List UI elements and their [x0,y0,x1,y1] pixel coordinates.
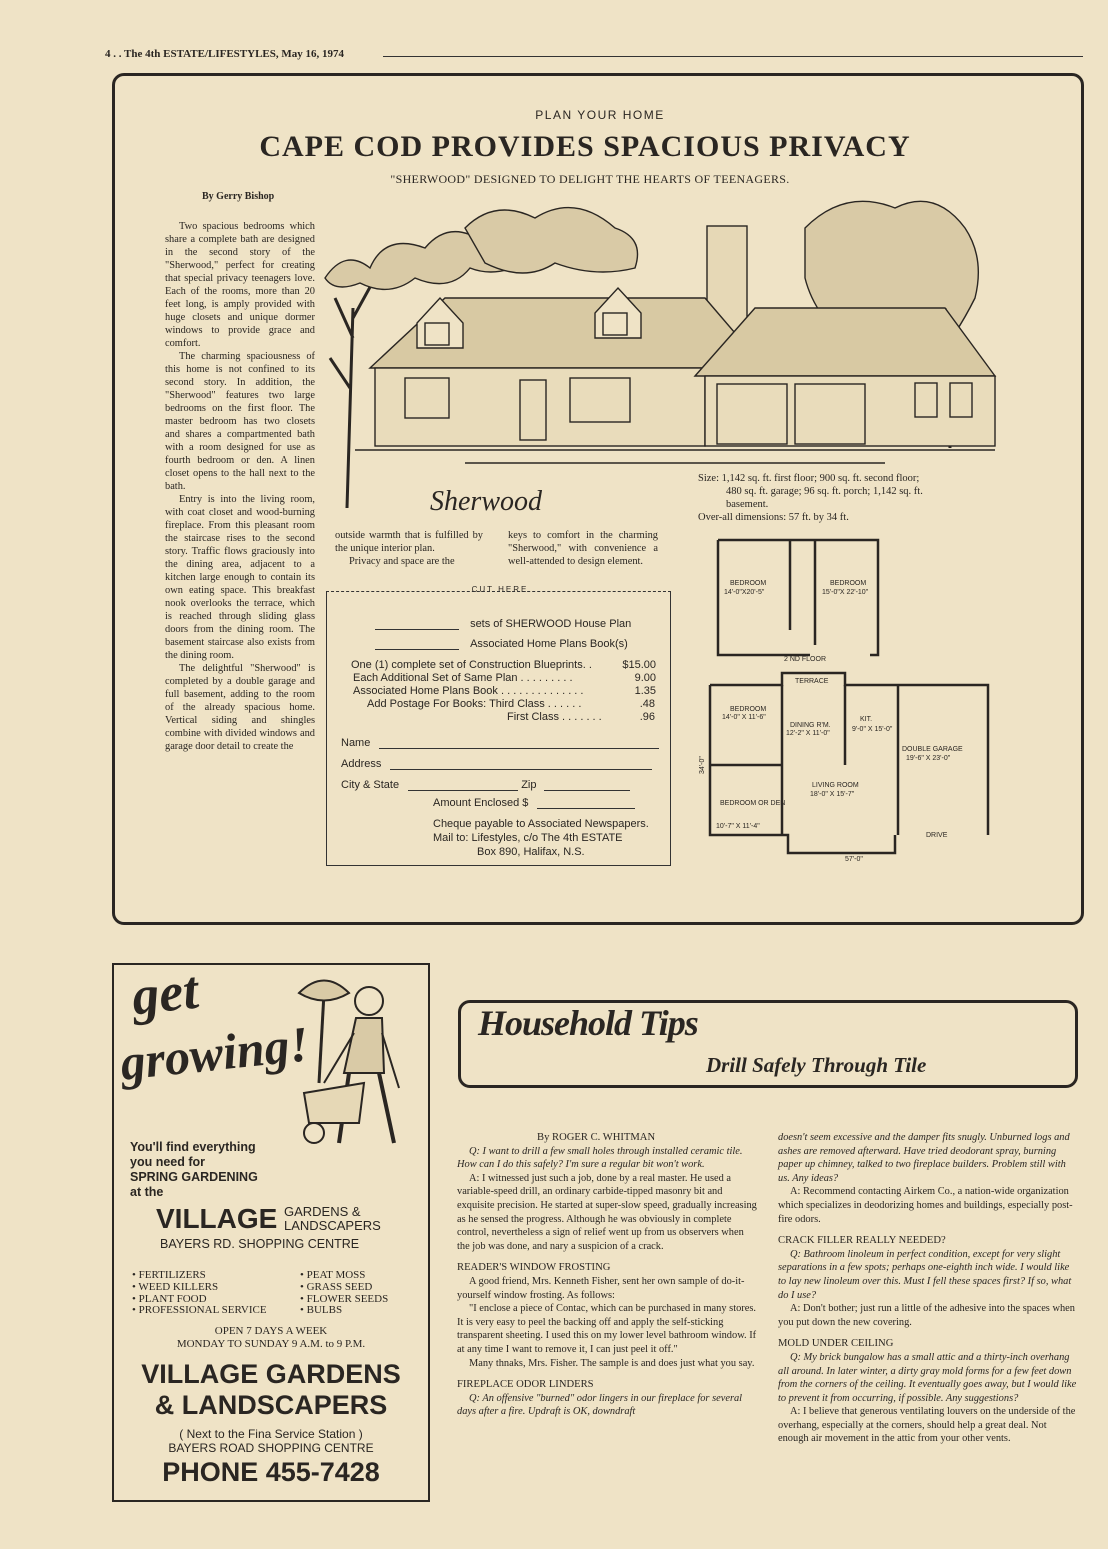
amount-label: Amount Enclosed $ [433,797,529,809]
plan-label: 57'-0" [845,856,863,863]
price-label: One (1) complete set of Construction Blueprints. . [351,659,592,671]
product-item: WEED KILLERS [138,1280,219,1293]
paragraph: Entry is into the living room, with coat closet and wood-burning fireplace. From this pleasant room the staircase rises to the second story. Traffic flows graciously into the dining area, adjacent to a kitchen large enough to contain its own eating space. This breakfast nook overlooks the terrace, which is reached through sliding glass doors from the dining room. The basement staircase also exists from the dining room. [165,494,315,661]
paragraph: Privacy and space are the [349,556,455,567]
plan-label: BEDROOM [730,580,767,587]
coupon-line: Associated Home Plans Book(s) [470,638,628,650]
mail-line: Box 890, Halifax, N.S. [477,846,585,858]
feature-headline: CAPE COD PROVIDES SPACIOUS PRIVACY [259,130,911,163]
ad-name-block [114,1359,428,1421]
gardener-illustration [294,973,424,1153]
product-item: FERTILIZERS [138,1269,206,1281]
tip-heading: MOLD UNDER CEILING [778,1338,894,1350]
ad-name-line: & LANDSCAPERS [154,1390,388,1420]
city-label: City & State [341,779,400,791]
house-name: Sherwood [430,486,542,517]
plan-label: 18'-0" X 15'-7" [810,791,855,798]
plan-label: 2 ND FLOOR [784,656,827,663]
product-item: PEAT MOSS [306,1269,366,1281]
blank-quantity[interactable] [375,649,459,650]
spec-line: basement. [726,499,769,510]
tips-byline: By ROGER C. WHITMAN [537,1132,656,1143]
address-label: Address [341,758,382,770]
plan-label: 14'-0"X20'-5" [724,589,765,596]
price-value: $15.00 [622,659,656,671]
tips-subtitle: Drill Safely Through Tile [706,1053,927,1077]
tip-paragraph: Q: I want to drill a few small holes through installed ceramic tile. How can I do this safely? I'm sure a regular bit won't work. [457,1145,743,1171]
product-item: GRASS SEED [306,1280,373,1293]
price-value: 9.00 [634,672,656,684]
ad-name-line: VILLAGE GARDENS [141,1359,401,1389]
tips-column-1 [457,1131,757,1419]
tip-paragraph: "I enclose a piece of Contac, which can be purchased in many stores. It is very easy to peel the backing off and apply the self-sticking transparent sheeting. I used this on my lower level bathroom window. If at any time I want to remove it, I can just peel it off." [457,1303,757,1355]
tip-heading: READER'S WINDOW FROSTING [457,1262,611,1274]
plan-label: BEDROOM [730,706,767,713]
intro-line: at the [130,1185,164,1199]
ad-address: BAYERS ROAD SHOPPING CENTRE [168,1441,374,1455]
order-coupon [326,591,671,866]
plan-label: 12'-2" X 11'-0" [786,730,830,737]
plan-label: 14'-0" X 11'-6" [722,714,766,721]
tip-paragraph: A: I believe that generous ventilating louvers on the underside of the overhang, especially at the corners, should help a great deal. Not enough air movement in the attic from your other vents. [778,1406,1076,1445]
tip-heading: CRACK FILLER REALLY NEEDED? [778,1235,946,1247]
floor-plan [700,535,1000,865]
zip-label: Zip [521,779,537,791]
tip-paragraph: Q: My brick bungalow has a small attic and a thirty-inch overhang all around. In later winter, a dirty gray mold forms for a few feet down from the corners of the ceiling. It eventually goes away, but I would like to prevent it from occurring, if possible. Any suggestions? [778,1351,1077,1404]
tips-column-2 [778,1131,1078,1446]
tip-paragraph: Q: An offensive "burned" odor lingers in our fireplace for several days after a fire. Updraft is OK, downdraft [457,1392,743,1418]
city-field[interactable] [408,790,518,791]
price-label: Add Postage For Books: Third Class . . . . . . [367,698,582,710]
paragraph: keys to comfort in the charming "Sherwood," with convenience a well-attended to design element. [508,530,658,567]
feature-subhead: "SHERWOOD" DESIGNED TO DELIGHT THE HEARTS OF TEENAGERS. [390,172,790,186]
plan-label: DRIVE [926,832,948,839]
product-item: PROFESSIONAL SERVICE [138,1304,267,1317]
product-item: BULBS [306,1304,343,1317]
price-value: .48 [639,698,655,710]
plan-label: TERRACE [795,678,829,685]
article-column-2 [335,529,483,568]
cut-here-label: CUT HERE [471,585,529,594]
tips-title: Household Tips [478,1003,698,1043]
tip-paragraph: Q: Bathroom linoleum in perfect condition, except for very slight separations in a few spots; perhaps one-eighth inch wide. I would like to lay new linoleum over this. Must I fell these spaces first? If so, what do I use? [778,1248,1072,1301]
page-folio: 4 . . The 4th ESTATE/LIFESTYLES, May 16, 1974 [105,48,344,60]
tip-paragraph: A good friend, Mrs. Kenneth Fisher, sent her own sample of do-it-yourself window frosting. As follows: [457,1275,745,1301]
plan-label: DOUBLE GARAGE [902,746,963,753]
ad-headline-2: growing! [117,1015,312,1091]
feature-byline: By Gerry Bishop [202,191,275,202]
price-label: Each Additional Set of Same Plan . . . . . . . . . [353,672,573,684]
plan-label: 15'-0"X 22'-10" [822,589,869,596]
feature-kicker: PLAN YOUR HOME [535,108,665,122]
ad-next-to: ( Next to the Fina Service Station ) [179,1427,363,1441]
price-value: .96 [639,711,655,723]
tip-paragraph: doesn't seem excessive and the damper fits snugly. Unburned logs and ashes are removed afterward. Have tried deodorant spray, burning paper up chimney, talked to two fireplace builders. Problem still with us. Any ideas? [778,1132,1070,1184]
tip-paragraph: A: Don't bother; just run a little of the adhesive into the spaces when you put down the new covering. [778,1303,1075,1328]
ad-phone: PHONE 455-7428 [162,1457,380,1487]
folio-rule [383,56,1083,57]
brand-small-line: GARDENS & [284,1204,361,1219]
plan-label: BEDROOM [830,580,867,587]
article-column-1 [165,220,315,753]
article-column-3 [508,529,658,568]
plan-label: 19'-6" X 23'-0" [906,755,951,762]
tip-paragraph: A: Recommend contacting Airkem Co., a nation-wide organization which specializes in deodorizing homes and buildings, especially post-fire odors. [778,1186,1073,1225]
address-field[interactable] [390,769,652,770]
plan-label: KIT. [860,716,873,723]
plan-label: 34'-0" [699,756,706,774]
coupon-line: sets of SHERWOOD House Plan [470,618,632,630]
paragraph: Two spacious bedrooms which share a complete bath are designed in the second story of the "Sherwood," perfect for creating that special privacy teenagers love. Each of the rooms, more than 20 feet long, is amply provided with huge closets and unique dormer windows to provide grace and comfort. [165,221,315,349]
ad-address-block [114,1427,428,1455]
zip-field[interactable] [544,790,630,791]
plan-label: 9'-0" X 15'-0" [852,726,893,733]
spec-line: Size: 1,142 sq. ft. first floor; 900 sq. ft. second floor; [698,473,920,484]
ad-intro [130,1140,258,1200]
price-label: First Class . . . . . . . [507,711,602,723]
spec-line: 480 sq. ft. garage; 96 sq. ft. porch; 1,142 sq. ft. [726,486,923,497]
tip-paragraph: Many thnaks, Mrs. Fisher. The sample is and does just what you say. [469,1357,755,1369]
intro-line: you need for [130,1155,206,1169]
ad-location: BAYERS RD. SHOPPING CENTRE [160,1237,360,1251]
brand-small-line: LANDSCAPERS [284,1218,381,1233]
brand-big: VILLAGE [156,1203,278,1234]
product-item: PLANT FOOD [138,1292,207,1305]
tip-heading: FIREPLACE ODOR LINDERS [457,1379,594,1391]
price-value: 1.35 [634,685,656,697]
ad-items-left: • FERTILIZERS • WEED KILLERS • PLANT FOOD • PROFESSIONAL SERVICE [132,1269,267,1317]
ad-headline-1: get [129,959,201,1027]
spec-line: Over-all dimensions: 57 ft. by 34 ft. [698,512,849,523]
mail-line: Mail to: Lifestyles, c/o The 4th ESTATE [433,832,623,844]
brand-small [284,1205,381,1233]
blank-quantity[interactable] [375,629,459,630]
price-label: Associated Home Plans Book . . . . . . . . . . . . . . [353,685,584,697]
name-field[interactable] [379,748,659,749]
hours-line: OPEN 7 DAYS A WEEK [214,1325,328,1337]
tip-paragraph: A: I witnessed just such a job, done by a real master. He used a variable-speed drill, an ordinary carbide-tipped masonry bit and exquisite precision. He started at super-slow speed, gradually increasing as he sensed the progress. Although he was obviously in complete control, nevertheless a sign of relief went up from us observers when the job was done, and nary a suspicion of a crack. [457,1172,757,1252]
name-label: Name [341,737,371,749]
plan-label: DINING R'M. [790,722,831,729]
intro-line: SPRING GARDENING [130,1170,258,1184]
garden-ad [112,959,430,1502]
paragraph: The charming spaciousness of this home is not confined to its second story. In addition, the "Sherwood" features two large bedrooms on the first floor. The master bedroom has two closets and shares a compartmented bath with a room designed for use as fourth bedroom or den. A linen closet opens to the hall next to the bath. [165,351,315,492]
house-illustration [325,188,1005,518]
amount-field[interactable] [537,808,635,809]
paragraph: outside warmth that is fulfilled by the unique interior plan. [335,530,483,554]
cheque-note: Cheque payable to Associated Newspapers. [433,818,649,830]
plan-label: 10'-7" X 11'-4" [716,823,760,830]
ad-items-right: • PEAT MOSS • GRASS SEED • FLOWER SEEDS • BULBS [300,1269,389,1317]
house-specs [698,472,998,524]
product-item: FLOWER SEEDS [306,1292,389,1305]
hours-line: MONDAY TO SUNDAY 9 A.M. to 9 P.M. [176,1338,366,1350]
plan-label: BEDROOM OR DEN [720,800,786,807]
paragraph: The delightful "Sherwood" is completed by a double garage and full basement, adding to the room of the already spacious home. Vertical siding and shingles combine with divided windows and garage door detail to create the [165,663,315,752]
intro-line: You'll find everything [130,1140,256,1154]
plan-label: LIVING ROOM [812,782,859,789]
ad-hours [114,1325,428,1351]
